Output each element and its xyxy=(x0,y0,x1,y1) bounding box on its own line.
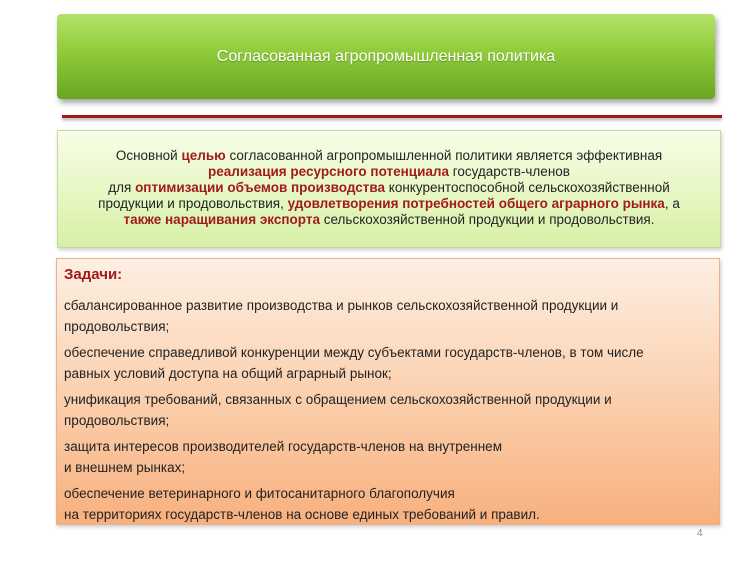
task-item xyxy=(64,436,705,478)
goal-text: Основной xyxy=(115,148,182,163)
goal-highlight: реализация ресурсного потенциала xyxy=(208,164,449,179)
goal-text: сельскохозяйственной продукции и продовольствия. xyxy=(319,212,655,227)
goal-highlight: удовлетворения потребностей общего аграрного рынка xyxy=(287,196,665,211)
goal-highlight: целью xyxy=(181,148,226,163)
task-line: обеспечение справедливой конкуренции между субъектами государств-членов, в том числе xyxy=(64,345,644,360)
goal-text: государств-членов xyxy=(448,164,570,179)
task-line: продовольствия; xyxy=(64,413,170,428)
task-line: унификация требований, связанных с обращением сельскохозяйственной продукции и xyxy=(64,392,612,407)
goal-text: продукции и продовольствия, xyxy=(98,196,288,211)
goal-highlight: оптимизации объемов производства xyxy=(135,180,386,195)
tasks-heading: Задачи: xyxy=(64,266,123,283)
goal-text: конкурентоспособной сельскохозяйственной xyxy=(385,180,670,195)
goal-line-1 xyxy=(76,148,702,164)
goal-text: , а xyxy=(664,196,680,211)
page-number: 4 xyxy=(697,528,703,539)
task-line: сбалансированное развитие производства и рынков сельскохозяйственной продукции и xyxy=(64,298,619,313)
goal-highlight: также наращивания экспорта xyxy=(123,212,320,227)
task-item xyxy=(64,295,705,337)
goal-line-5 xyxy=(76,212,702,228)
goal-line-2 xyxy=(76,164,702,180)
goal-statement-box xyxy=(57,130,721,248)
divider-line xyxy=(62,115,722,118)
task-line: продовольствия; xyxy=(64,319,170,334)
title-banner xyxy=(57,14,715,99)
tasks-box xyxy=(56,258,720,525)
task-line: обеспечение ветеринарного и фитосанитарного благополучия xyxy=(64,486,455,501)
task-item xyxy=(64,342,705,384)
slide-title: Согласованная агропромышленная политика xyxy=(216,47,556,65)
goal-line-4 xyxy=(76,196,702,212)
task-line: и внешнем рынках; xyxy=(64,460,186,475)
task-line: равных условий доступа на общий аграрный рынок; xyxy=(64,366,392,381)
goal-text: согласованной агропромышленной политики является эффективная xyxy=(225,148,663,163)
goal-line-3 xyxy=(76,180,702,196)
task-item xyxy=(64,483,705,525)
goal-text: для xyxy=(108,180,136,195)
task-item xyxy=(64,389,705,431)
task-line: защита интересов производителей государств-членов на внутреннем xyxy=(64,439,502,454)
task-line: на территориях государств-членов на основе единых требований и правил. xyxy=(64,507,540,522)
